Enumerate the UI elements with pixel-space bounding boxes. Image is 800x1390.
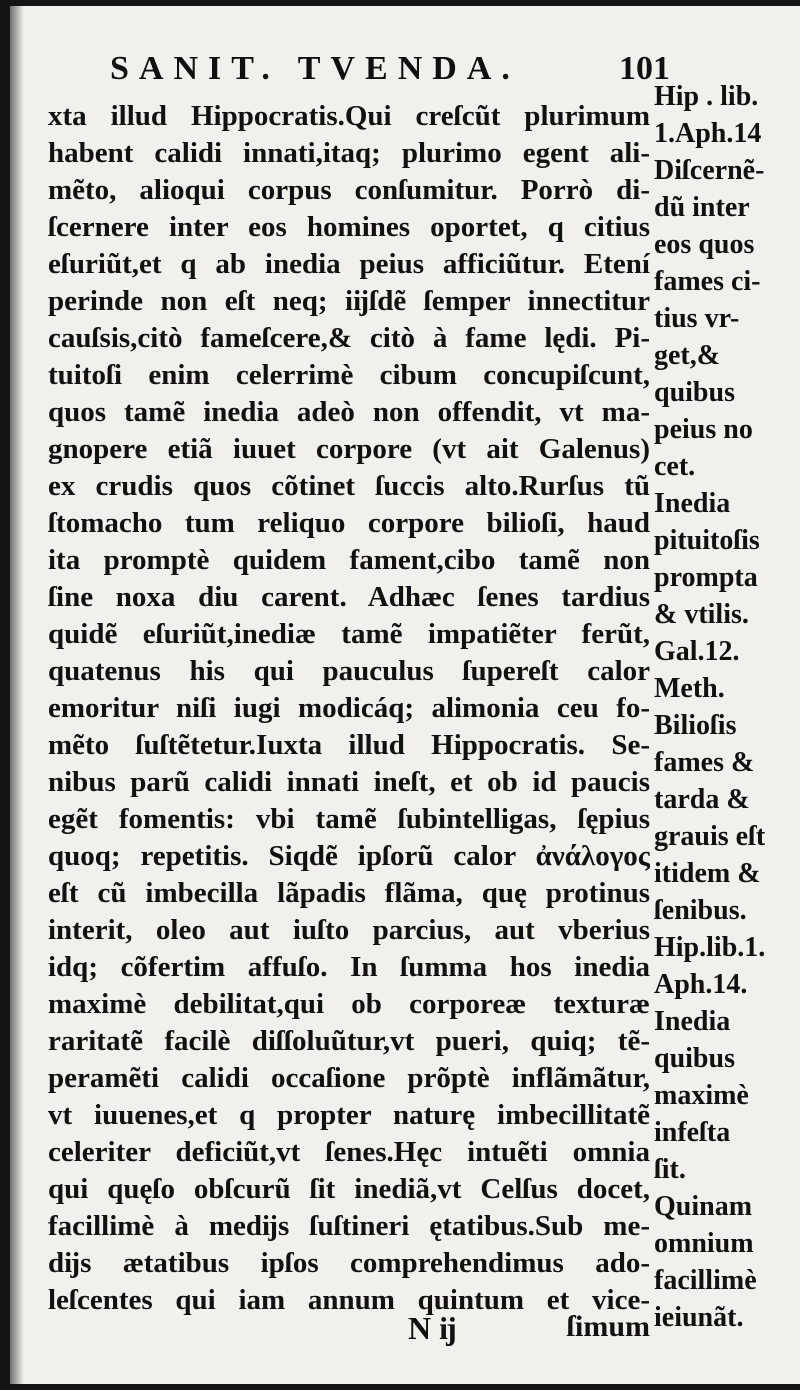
book-page (10, 6, 800, 1384)
catchword: ſimum (566, 1310, 650, 1343)
text-line: ſine noxa diu carent. Adhæc ſenes tardius (48, 581, 650, 613)
text-line: xta illud Hippocratis.Qui creſcũt plurimum (48, 100, 650, 132)
text-line: tuitoſi enim celerrimè cibum concupiſcunt, (48, 359, 650, 391)
margin-note-line: omnium (654, 1228, 754, 1259)
margin-note-line: Bilioſis (654, 710, 737, 741)
text-line: mẽto, alioqui corpus conſumitur. Porrò di- (48, 174, 650, 206)
margin-note-line: eos quos (654, 229, 755, 260)
margin-notes-column (654, 78, 800, 1336)
margin-note-line: Inedia (654, 1006, 731, 1037)
text-line: interit, oleo aut iuſto parcius, aut vberius (48, 914, 650, 946)
margin-note-line: fames ci- (654, 266, 761, 297)
margin-note-line: Inedia (654, 488, 731, 519)
text-line: perinde non eſt neq; iĳſdẽ ſemper innectitur (48, 285, 650, 317)
margin-note-line: itidem & (654, 858, 761, 889)
text-line: quatenus his qui pauculus ſupereſt calor (48, 655, 650, 687)
text-line: eſuriũt,et q ab inedia peius afficiũtur. Etení (48, 248, 650, 280)
text-line: habent calidi innati,itaq; plurimo egent ali- (48, 137, 650, 169)
text-line: raritatẽ facilè diſſoluũtur,vt pueri, quiq; tẽ- (48, 1025, 650, 1057)
text-line: emoritur niſi iugi modicáq; alimonia ceu fo- (48, 692, 650, 724)
page-number: 101 (619, 50, 670, 87)
margin-note-line: quibus (654, 1043, 735, 1074)
gutter-shadow (10, 6, 24, 1384)
margin-note-line: peius no (654, 414, 753, 445)
text-line: vt iuuenes,et q propter naturę imbecillitatẽ (48, 1099, 650, 1131)
signature-mark: N ĳ (408, 1310, 457, 1346)
margin-note-line: Aph.14. (654, 969, 748, 1000)
margin-note-line: Diſcernẽ- (654, 155, 765, 186)
margin-note-line: tius vr- (654, 303, 740, 334)
margin-note-line: dũ inter (654, 192, 750, 223)
margin-note-line: quibus (654, 377, 735, 408)
text-line: qui quęſo obſcurũ ſit inediã,vt Celſus docet, (48, 1173, 650, 1205)
margin-note-line: maximè (654, 1080, 749, 1111)
running-head: SANIT. TVENDA. (110, 50, 520, 87)
margin-note-line: ſenibus. (654, 895, 747, 926)
margin-note-line: facillimè (654, 1265, 757, 1296)
text-line: ſcernere inter eos homines oportet, q citius (48, 211, 650, 243)
text-line: quos tamẽ inedia adeò non offendit, vt ma- (48, 396, 650, 428)
text-line: nibus parũ calidi innati ineſt, et ob id paucis (48, 766, 650, 798)
text-line: facillimè à medĳs ſuſtineri ętatibus.Sub me- (48, 1210, 650, 1242)
margin-note-line: pituitoſis (654, 525, 760, 556)
text-line: ita promptè quidem fament,cibo tamẽ non (48, 544, 650, 576)
margin-note-line: 1.Aph.14 (654, 118, 762, 149)
margin-note-line: Hip . lib. (654, 81, 759, 112)
text-line: eſt cũ imbecilla lãpadis flãma, quę protinus (48, 877, 650, 909)
page-header (110, 50, 670, 94)
text-line: maximè debilitat,qui ob corporeæ texturæ (48, 988, 650, 1020)
text-line: celeriter deficiũt,vt ſenes.Hęc intuẽti omnia (48, 1136, 650, 1168)
text-line: quoq; repetitis. Siqdẽ ipſorũ calor ἀνάλογος (48, 840, 650, 872)
text-line: dĳs ætatibus ipſos comprehendimus ado- (48, 1247, 650, 1279)
margin-note-line: & vtilis. (654, 599, 749, 630)
text-line: ex crudis quos cõtinet ſuccis alto.Rurſus tũ (48, 470, 650, 502)
text-line: gnopere etiã iuuet corpore (vt ait Galenus) (48, 433, 650, 465)
text-line: quidẽ eſuriũt,inediæ tamẽ impatiẽter ferũt, (48, 618, 650, 650)
margin-note-line: fames & (654, 747, 755, 778)
text-line: leſcentes qui iam annum quintum et vice- (48, 1284, 650, 1316)
text-line: idq; cõfertim affuſo. In ſumma hos inedia (48, 951, 650, 983)
margin-note-line: tarda & (654, 784, 750, 815)
margin-note-line: Hip.lib.1. (654, 932, 766, 963)
margin-note-line: prompta (654, 562, 758, 593)
margin-note-line: infeſta (654, 1117, 731, 1148)
page-footer (48, 1310, 650, 1350)
text-line: ſtomacho tum reliquo corpore bilioſi, haud (48, 507, 650, 539)
margin-note-line: ſit. (654, 1154, 686, 1185)
text-line: egẽt fomentis: vbi tamẽ ſubintelligas, ſępius (48, 803, 650, 835)
margin-note-line: Gal.12. (654, 636, 740, 667)
margin-note-line: ieiunãt. (654, 1302, 744, 1333)
text-line: peramẽti calidi occaſione prõptè inflãmãtur, (48, 1062, 650, 1094)
margin-note-line: Meth. (654, 673, 725, 704)
margin-note-line: get,& (654, 340, 721, 371)
margin-note-line: cet. (654, 451, 696, 482)
margin-note-line: Quinam (654, 1191, 753, 1222)
main-text-column (48, 98, 650, 1319)
text-line: cauſsis,citò fameſcere,& citò à fame lędi. Pi- (48, 322, 650, 354)
margin-note-line: grauis eſt (654, 821, 766, 852)
text-line: mẽto ſuſtẽtetur.Iuxta illud Hippocratis. Se- (48, 729, 650, 761)
